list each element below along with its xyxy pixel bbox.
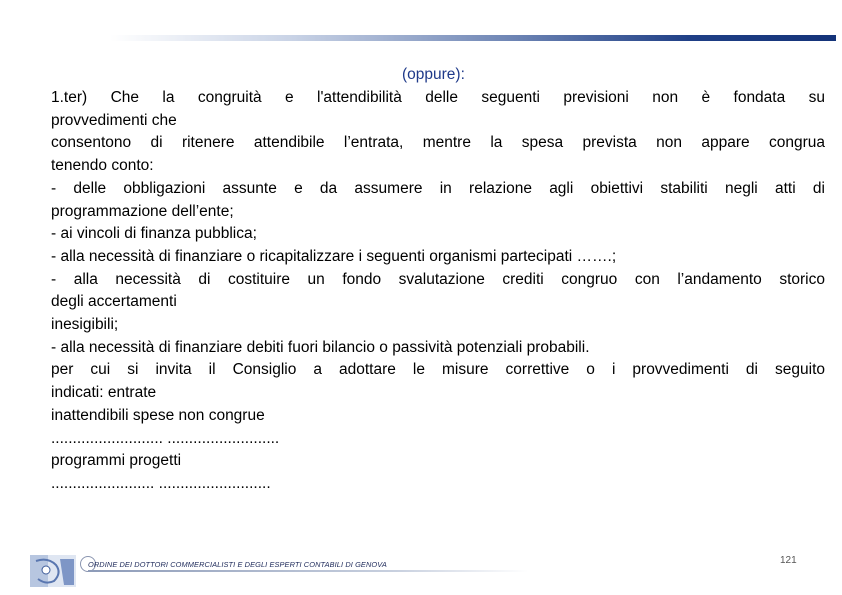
- footer-divider: [88, 570, 528, 572]
- body-line: programmazione dell’ente;: [51, 202, 234, 220]
- body-line: - delle obbligazioni assunte e da assumere in relazione agli obiettivi stabiliti negli atti di: [51, 179, 825, 197]
- body-line: - alla necessità di finanziare debiti fuori bilancio o passività potenziali probabili.: [51, 338, 590, 356]
- header-gradient-bar: [110, 35, 836, 41]
- body-line: inesigibili;: [51, 316, 119, 334]
- slide-subtitle: (oppure):: [402, 66, 465, 83]
- body-line: provvedimenti che: [51, 111, 177, 129]
- body-line: - alla necessità di finanziare o ricapitalizzare i seguenti organismi partecipati …….;: [51, 247, 617, 265]
- body-line: degli accertamenti: [51, 293, 177, 311]
- body-line: 1.ter) Che la congruità e l'attendibilità delle seguenti previsioni non è fondata su: [51, 89, 825, 106]
- body-text: [51, 87, 825, 496]
- body-line: - alla necessità di costituire un fondo svalutazione crediti congruo con l’andamento storico: [51, 270, 825, 288]
- page-number: 121: [780, 555, 797, 566]
- body-line: consentono di ritenere attendibile l’entrata, mentre la spesa prevista non appare congrua: [51, 134, 825, 152]
- organization-logo-icon: [30, 555, 76, 587]
- body-line: indicati: entrate: [51, 384, 157, 402]
- body-line: tenendo conto:: [51, 157, 154, 175]
- footer-organization-name: ORDINE DEI DOTTORI COMMERCIALISTI E DEGLI ESPERTI CONTABILI DI GENOVA: [88, 560, 387, 569]
- body-line: per cui si invita il Consiglio a adottare le misure correttive o i provvedimenti di seguito: [51, 361, 825, 379]
- body-line: programmi progetti: [51, 452, 182, 470]
- body-line: - ai vincoli di finanza pubblica;: [51, 225, 257, 243]
- body-line: ........................ ..........................: [51, 474, 271, 492]
- body-line: .......................... ..........................: [51, 429, 280, 447]
- body-line: inattendibili spese non congrue: [51, 406, 265, 424]
